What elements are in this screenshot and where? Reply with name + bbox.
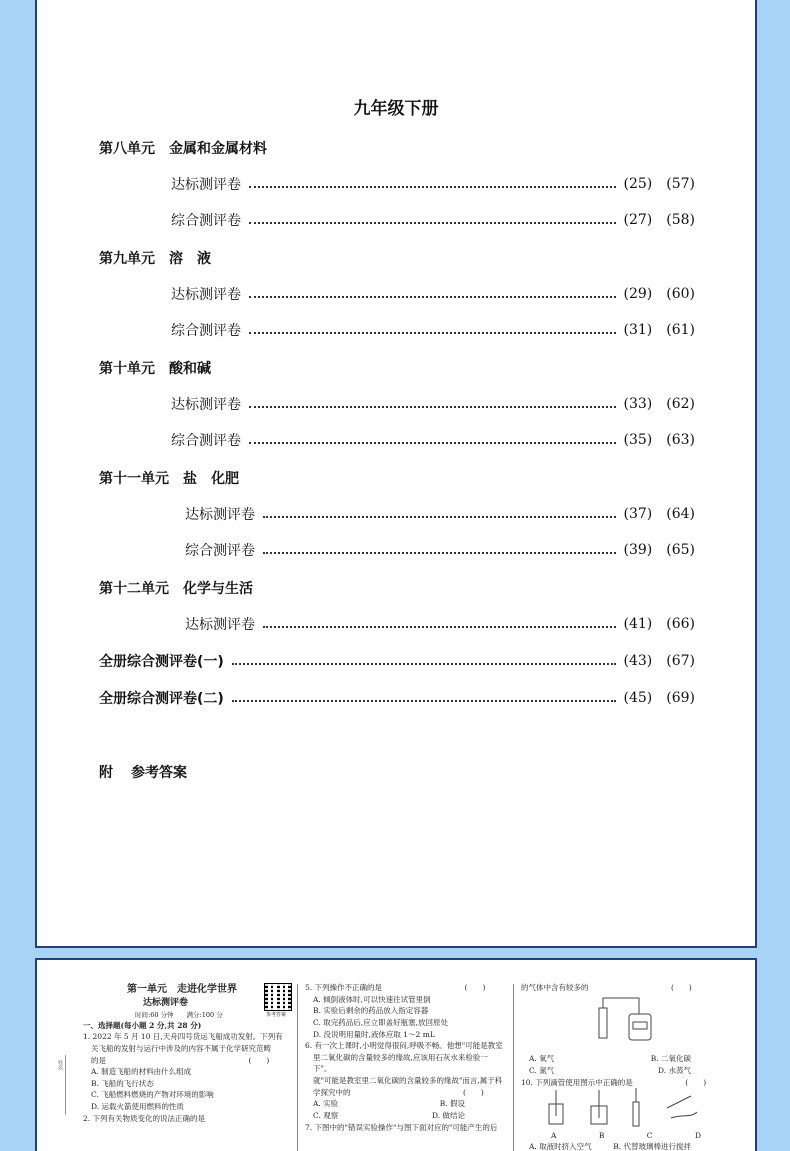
unit-name: 酸和碱 [169,361,211,377]
answer-page-ref: (65) [666,542,695,558]
entry-label: 达标测评卷 [185,617,255,633]
page-ref: (29) [623,286,653,302]
toc-entry[interactable] [185,540,695,560]
apparatus-figure [521,994,731,1050]
unit-name: 金属和金属材料 [169,141,267,157]
option: B. 假设 [439,1099,465,1109]
side-label: 姓名 [57,1060,63,1070]
option: A. 制造飞船的材料由什么组成 [91,1067,192,1077]
section-heading: 一、选择题(每小题 2 分,共 28 分) [83,1020,202,1030]
unit-heading-9 [99,248,211,268]
exam-column-3 [521,982,731,1151]
question-line: 学探究中的 ( ) [313,1087,484,1097]
entry-label: 综合测评卷 [171,213,241,229]
option: C. 观察 [313,1110,339,1120]
option: D. 没说明用量时,液体应取 1～2 mL [313,1029,435,1039]
dropper-c-icon [633,1088,639,1126]
option: D. 水蒸气 [657,1065,691,1075]
leader-dots [249,222,616,224]
question-line: 的气体中含有较多的 ( ) [521,983,692,992]
dropper-a-icon [549,1090,563,1124]
exam-subtitle: 达标测评卷 [143,998,189,1008]
unit-heading-10 [99,358,211,378]
question-line: 5. 下列操作不正确的是 ( ) [305,983,486,992]
page-ref: (37) [623,506,653,522]
unit-name: 盐 化肥 [183,471,239,487]
option: D. 做结论 [431,1110,465,1120]
appendix-prefix: 附 [99,765,113,781]
entry-label: 综合测评卷 [185,543,255,559]
entry-label: 全册综合测评卷(二) [99,691,224,707]
answer-page-ref: (58) [666,212,695,228]
leader-dots [232,700,616,702]
toc-title: 九年级下册 [353,99,439,119]
fig-label: A [551,1130,557,1140]
leader-dots [249,332,616,334]
binding-line [65,1055,66,1115]
option-row [305,1110,505,1122]
answer-page-ref: (64) [666,506,695,522]
page-ref: (33) [623,396,653,412]
option-row [521,1053,731,1065]
answer-page-ref: (67) [666,653,695,669]
question-line: 2. 下列有关物质变化的说法正确的是 [83,1113,206,1123]
unit-number: 第九单元 [99,251,155,267]
entry-label: 综合测评卷 [171,323,241,339]
entry-label: 达标测评卷 [185,507,255,523]
unit-number: 第十一单元 [99,471,169,487]
column-divider [513,984,514,1151]
toc-entry[interactable] [171,284,695,304]
toc-entry[interactable] [171,430,695,450]
page-ref: (41) [623,616,653,632]
qr-caption: 参考答案 [266,1012,287,1018]
dropper-b-icon [591,1090,607,1124]
option: C. 飞船燃料燃烧的产物对环境的影响 [91,1090,214,1100]
toc-page [35,0,757,948]
fig-label: C [646,1130,653,1140]
leader-dots [249,296,616,298]
answer-page-ref: (66) [666,616,695,632]
page-ref: (31) [623,322,653,338]
exam-unit-title: 第一单元 走进化学世界 [127,984,237,995]
dropper-d-icon [667,1096,697,1118]
unit-heading-8 [99,138,267,158]
exam-meta: 时间:60 分钟 满分:100 分 [135,1010,223,1019]
unit-number: 第八单元 [99,141,155,157]
exam-preview [35,958,757,1151]
question-line: 里二氧化碳的含量较多的缘故,应该用石灰水来检验一下"。 [313,1052,488,1074]
unit-heading-12 [99,578,253,598]
question-line: 1. 2022 年 5 月 10 日,天舟四号货运飞船成功发射。下列有 [83,1032,283,1042]
leader-dots [249,442,616,444]
question-line: 6. 有一次上课时,小明觉得很闷,呼吸不畅。他想"可能是教室 [305,1041,503,1051]
exam-column-1 [83,982,291,1124]
option: C. 取完药品后,应立即盖好瓶塞,放回原处 [313,1017,449,1027]
answer-page-ref: (63) [666,432,695,448]
toc-entry[interactable] [185,504,695,524]
leader-dots [263,552,616,554]
qr-code-icon[interactable] [265,984,291,1010]
question-line: 的是 ( ) [91,1055,270,1065]
answer-page-ref: (57) [666,176,695,192]
toc-entry[interactable] [171,210,695,230]
leader-dots [263,626,616,628]
toc-entry[interactable] [171,174,695,194]
column-divider [297,984,298,1151]
answer-page-ref: (69) [666,690,695,706]
entry-label: 达标测评卷 [171,177,241,193]
entry-label: 全册综合测评卷(一) [99,654,224,670]
option: A. 倾倒液体时,可以快速往试管里倒 [313,994,431,1004]
question-line: 关飞船的发射与运行中涉及的内容不属于化学研究范畴 [91,1043,271,1053]
fig-label: B [598,1130,605,1140]
toc-entry-overall-1[interactable] [99,651,695,671]
question-line: 10. 下列滴管使用图示中正确的是 ( ) [521,1077,707,1087]
option: A. 实验 [313,1099,339,1109]
fig-label: D [694,1130,701,1140]
answer-page-ref: (62) [666,396,695,412]
entry-label: 达标测评卷 [171,287,241,303]
appendix-heading[interactable] [99,762,187,782]
page-ref: (27) [623,212,653,228]
unit-name: 化学与生活 [183,581,253,597]
appendix-title: 参考答案 [131,765,187,781]
leader-dots [263,516,616,518]
toc-entry[interactable] [171,394,695,414]
option-row [521,1141,731,1151]
option: A. 氧气 [529,1054,555,1064]
leader-dots [249,186,616,188]
unit-name: 溶 液 [169,251,211,267]
answer-page-ref: (61) [666,322,695,338]
page-ref: (45) [623,690,653,706]
option: A. 取液时挤入空气 [529,1142,592,1151]
entry-label: 综合测评卷 [171,433,241,449]
question-line: 7. 下图中的"错误实验操作"与图下面对应的"可能产生的后 [305,1122,498,1132]
unit-heading-11 [99,468,239,488]
page-ref: (25) [623,176,653,192]
option: D. 运载火箭使用燃料的性质 [91,1102,185,1112]
leader-dots [249,406,616,408]
toc-entry-overall-2[interactable] [99,688,695,708]
option-row [521,1065,731,1077]
option: C. 氮气 [529,1065,555,1075]
page-ref: (35) [623,432,653,448]
option: B. 代替玻璃棒进行搅拌 [613,1142,691,1151]
exam-column-2 [305,982,505,1133]
bottle-icon [629,1014,651,1040]
option-row [305,1098,505,1110]
answer-page-ref: (60) [666,286,695,302]
question-line: 就"可能是教室里二氧化碳的含量较多的缘故"而言,属于科 [313,1076,503,1085]
unit-number: 第十二单元 [99,581,169,597]
exam-sheet [83,982,743,1151]
unit-number: 第十单元 [99,361,155,377]
option: B. 实验后剩余的药品放入指定容器 [313,1006,429,1016]
leader-dots [232,663,616,665]
toc-entry[interactable] [171,320,695,340]
entry-label: 达标测评卷 [171,397,241,413]
option: B. 二氧化碳 [650,1054,691,1064]
page-ref: (43) [623,653,653,669]
option: B. 飞船的飞行状态 [91,1078,154,1088]
page-ref: (39) [623,542,653,558]
test-tube-icon [599,1008,607,1038]
toc-entry[interactable] [185,614,695,634]
dropper-figure [521,1088,731,1132]
